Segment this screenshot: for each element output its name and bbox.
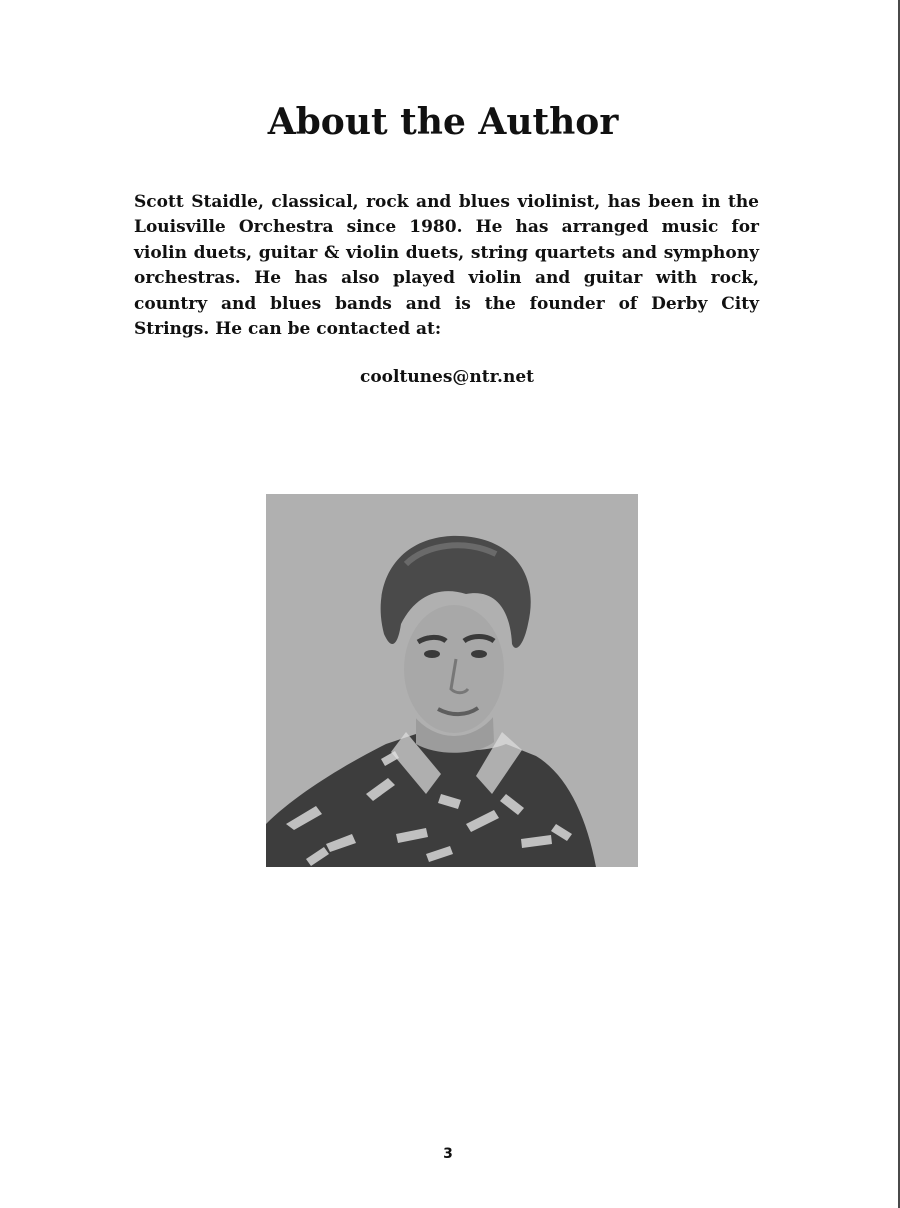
author-email: cooltunes@ntr.net <box>359 367 534 387</box>
page-title: About the Author <box>267 101 619 143</box>
author-bio: Scott Staidle, classical, rock and blues violinist, has been in the Louisville Orchestra since 1980. He has arranged music for violin duets, guitar & violin duets, string quartets and symphony orchestras. He has also played violin and guitar with rock, country and blues bands and is the founder of Derby City Strings. He can be contacted at: <box>134 192 759 340</box>
page-number: 3 <box>443 1146 453 1162</box>
portrait-illustration <box>266 494 638 867</box>
author-photo <box>266 494 638 867</box>
